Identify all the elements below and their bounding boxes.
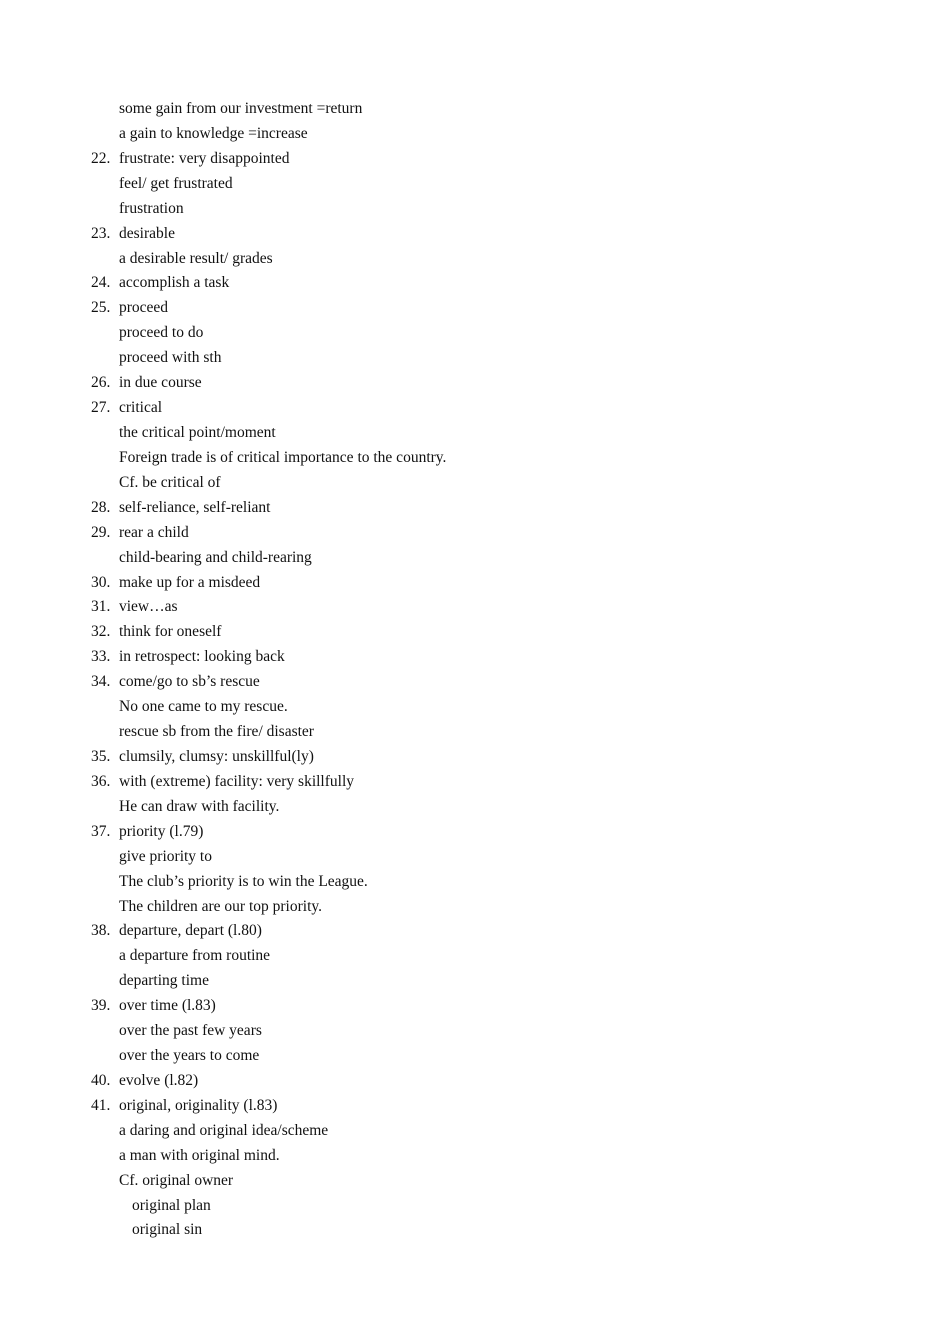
item-number: 29. <box>91 523 111 541</box>
item-text: No one came to my rescue. <box>119 698 288 716</box>
list-item <box>0 521 950 546</box>
item-text: in due course <box>119 374 202 392</box>
list-item <box>0 919 950 944</box>
item-text: Cf. be critical of <box>119 473 221 491</box>
item-number: 22. <box>91 149 111 167</box>
list-item-continuation <box>0 122 950 147</box>
item-text: Foreign trade is of critical importance to the country. <box>119 448 447 466</box>
list-item-continuation <box>0 1144 950 1169</box>
item-text: a desirable result/ grades <box>119 249 273 267</box>
item-text: rear a child <box>119 523 189 541</box>
item-text: a gain to knowledge =increase <box>119 124 308 142</box>
item-text: feel/ get frustrated <box>119 174 233 192</box>
list-item <box>0 595 950 620</box>
item-text: over the years to come <box>119 1047 260 1065</box>
item-text: departure, depart (l.80) <box>119 922 262 940</box>
item-text: a departure from routine <box>119 947 271 965</box>
item-text: over time (l.83) <box>119 997 216 1015</box>
item-number: 27. <box>91 399 111 417</box>
list-item-continuation <box>0 720 950 745</box>
item-text: rescue sb from the fire/ disaster <box>119 723 314 741</box>
item-text: the critical point/moment <box>119 423 276 441</box>
item-text: priority (l.79) <box>119 822 204 840</box>
item-text: make up for a misdeed <box>119 573 261 591</box>
item-text: departing time <box>119 972 209 990</box>
item-text: Cf. original owner <box>119 1171 234 1189</box>
item-number: 26. <box>91 374 111 392</box>
list-item-continuation <box>0 1119 950 1144</box>
list-item <box>0 296 950 321</box>
item-text: in retrospect: looking back <box>119 648 285 666</box>
list-item-continuation <box>0 247 950 272</box>
list-item-continuation <box>0 471 950 496</box>
item-text: frustration <box>119 199 184 217</box>
item-text: He can draw with facility. <box>119 797 280 815</box>
item-text: child-bearing and child-rearing <box>119 548 312 566</box>
item-text: evolve (l.82) <box>119 1071 199 1089</box>
list-item <box>0 1094 950 1119</box>
list-item-continuation <box>0 1044 950 1069</box>
list-item-continuation <box>0 1218 950 1243</box>
list-item-continuation <box>0 172 950 197</box>
item-text: over the past few years <box>119 1022 262 1040</box>
item-number: 41. <box>91 1096 111 1114</box>
item-text: view…as <box>119 598 178 616</box>
vocabulary-list <box>0 97 950 1243</box>
list-item-continuation <box>0 870 950 895</box>
list-item <box>0 770 950 795</box>
item-number: 32. <box>91 623 111 641</box>
list-item-continuation <box>0 321 950 346</box>
list-item-continuation <box>0 446 950 471</box>
item-text: a man with original mind. <box>119 1146 280 1164</box>
item-text: clumsily, clumsy: unskillful(ly) <box>119 747 314 765</box>
item-text: a daring and original idea/scheme <box>119 1121 329 1139</box>
item-number: 39. <box>91 997 111 1015</box>
list-item-continuation <box>0 197 950 222</box>
item-text: proceed to do <box>119 324 204 342</box>
list-item <box>0 571 950 596</box>
item-text: The children are our top priority. <box>119 897 323 915</box>
item-text: desirable <box>119 224 175 242</box>
item-number: 40. <box>91 1071 111 1089</box>
item-text: some gain from our investment =return <box>119 100 363 117</box>
list-item <box>0 1069 950 1094</box>
list-item <box>0 496 950 521</box>
item-number: 23. <box>91 224 111 242</box>
list-item-continuation <box>0 895 950 920</box>
item-text: accomplish a task <box>119 274 230 292</box>
list-item-continuation <box>0 795 950 820</box>
item-number: 38. <box>91 922 111 940</box>
item-text: The club’s priority is to win the League. <box>119 872 368 890</box>
item-text: proceed with sth <box>119 349 222 367</box>
list-item-continuation <box>0 969 950 994</box>
list-item <box>0 371 950 396</box>
item-number: 24. <box>91 274 111 292</box>
item-number: 25. <box>91 299 111 317</box>
item-number: 30. <box>91 573 111 591</box>
list-item <box>0 396 950 421</box>
list-item <box>0 620 950 645</box>
list-item <box>0 271 950 296</box>
item-text: frustrate: very disappointed <box>119 149 290 167</box>
list-item-continuation <box>0 944 950 969</box>
list-item <box>0 645 950 670</box>
list-item-continuation <box>0 1194 950 1219</box>
item-text: original plan <box>132 1196 211 1214</box>
list-item <box>0 147 950 172</box>
item-number: 36. <box>91 772 111 790</box>
item-text: come/go to sb’s rescue <box>119 673 260 691</box>
list-item-continuation <box>0 421 950 446</box>
item-number: 35. <box>91 747 111 765</box>
item-text: critical <box>119 399 163 417</box>
list-item <box>0 222 950 247</box>
list-item-continuation <box>0 546 950 571</box>
item-number: 34. <box>91 673 111 691</box>
item-text: give priority to <box>119 847 212 865</box>
list-item <box>0 745 950 770</box>
item-number: 31. <box>91 598 111 616</box>
item-text: proceed <box>119 299 169 317</box>
item-text: original, originality (l.83) <box>119 1096 278 1114</box>
item-text: self-reliance, self-reliant <box>119 498 271 516</box>
list-item-continuation <box>0 845 950 870</box>
item-number: 37. <box>91 822 111 840</box>
list-item-continuation <box>0 1169 950 1194</box>
item-text: original sin <box>132 1221 203 1239</box>
item-number: 33. <box>91 648 111 666</box>
list-item-continuation <box>0 1019 950 1044</box>
list-item <box>0 670 950 695</box>
item-number: 28. <box>91 498 111 516</box>
list-item-continuation <box>0 695 950 720</box>
list-item-continuation <box>0 346 950 371</box>
list-item <box>0 820 950 845</box>
list-item-continuation <box>0 97 950 122</box>
item-text: with (extreme) facility: very skillfully <box>119 772 355 790</box>
item-text: think for oneself <box>119 623 222 641</box>
list-item <box>0 994 950 1019</box>
